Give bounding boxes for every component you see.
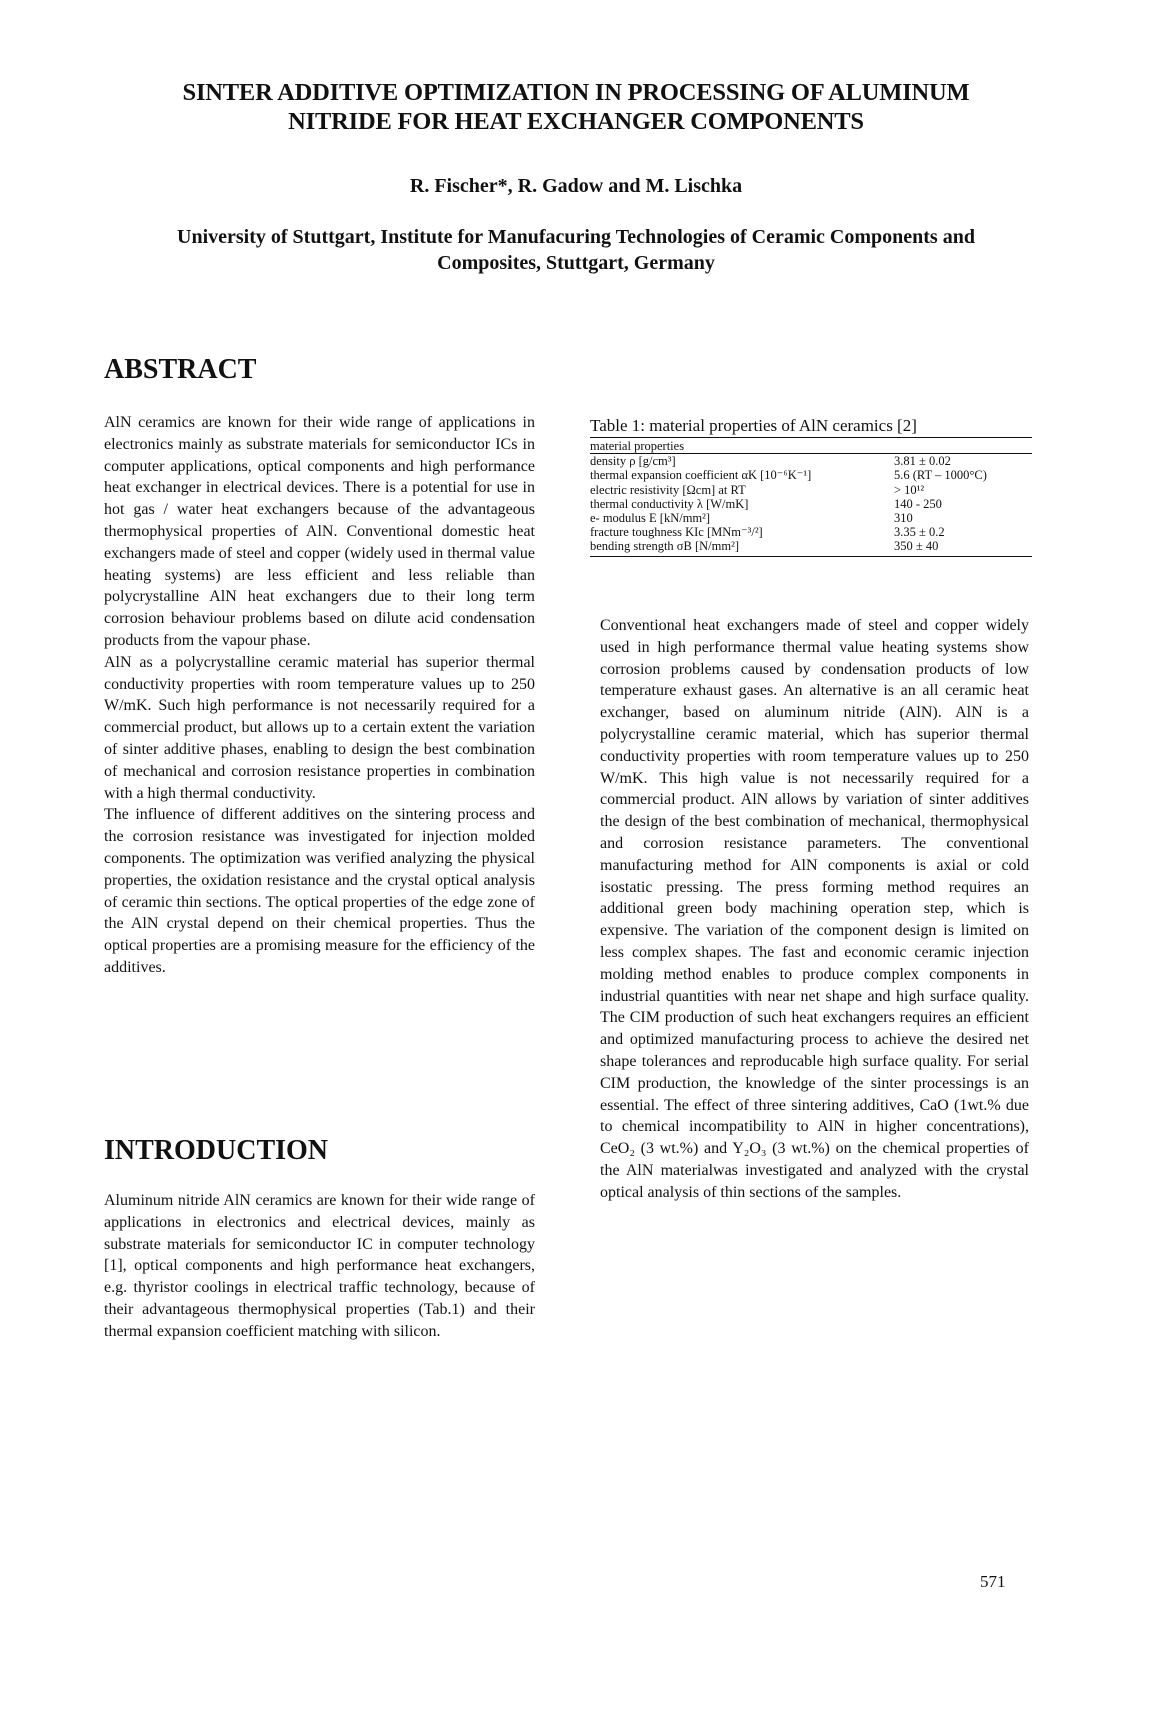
property-value: 5.6 (RT – 1000°C) [894, 468, 987, 483]
property-value: 140 - 250 [894, 496, 942, 511]
property-name: thermal expansion coefficient αK [10⁻⁶K⁻¹] [590, 468, 812, 483]
table-caption: Table 1: material properties of AlN ceramics [2] [590, 416, 1032, 438]
property-name: e- modulus E [kN/mm²] [590, 511, 711, 526]
introduction-paragraph: Aluminum nitride AlN ceramics are known for their wide range of applications in electronics and electrical devices, mainly as substrate materials for semiconductor IC in computer technology [1], optical components and high performance heat exchangers, e.g. thyristor coolings in electrical traffic technology, because of their advantageous thermophysical properties (Tab.1) and their thermal expansion coefficient matching with silicon. [104, 1192, 535, 1340]
affiliation-line: Composites, Stuttgart, Germany [437, 252, 715, 274]
property-name: fracture toughness KIc [MNm⁻³/²] [590, 525, 763, 540]
property-value: 3.81 ± 0.02 [894, 454, 951, 469]
introduction-body-left [104, 1190, 535, 1343]
affiliation-line: University of Stuttgart, Institute for Manufacuring Technologies of Ceramic Components and [177, 226, 975, 248]
property-name: bending strength σB [N/mm²] [590, 539, 888, 556]
property-name: thermal conductivity λ [W/mK] [590, 496, 749, 511]
property-value: > 10¹² [894, 482, 925, 497]
property-name: electric resistivity [Ωcm] at RT [590, 482, 746, 497]
property-value: 310 [894, 511, 913, 526]
property-value: 3.35 ± 0.2 [894, 525, 945, 540]
table-row [590, 497, 1032, 511]
abstract-body [104, 412, 535, 979]
introduction-body-right [600, 615, 1029, 1204]
paper-title [100, 78, 1052, 136]
property-name: density ρ [g/cm³] [590, 454, 676, 469]
table-row [590, 511, 1032, 525]
abstract-paragraph: AlN ceramics are known for their wide range of applications in electronics mainly as substrate materials for semiconductor ICs in computer applications, optical components and high performance heat exchanger in electrical devices. There is a potential for use in hot gas / water heat exchangers because of the advantageous thermophysical properties of AlN. Conventional domestic heat exchangers made of steel and copper (widely used in thermal value heating systems) are less efficient and less reliable than polycrystalline AlN heat exchangers due to their long term corrosion behaviour problems based on dilute acid condensation products from the vapour phase. [104, 414, 535, 649]
table-header: material properties [590, 438, 1032, 454]
table-row [590, 454, 1032, 469]
table-row [590, 483, 1032, 497]
property-value: 350 ± 40 [888, 539, 1032, 556]
title-line: NITRIDE FOR HEAT EXCHANGER COMPONENTS [288, 108, 864, 135]
abstract-paragraph: The influence of different additives on the sintering process and the corrosion resistance was investigated for injection molded components. The optimization was verified analyzing the physical properties, the oxidation resistance and the crystal optical analysis of ceramic thin sections. The optical properties of the edge zone of the AlN crystal depend on their chemical properties. Thus the optical properties are a promising measure for the efficiency of the additives. [104, 806, 535, 976]
properties-table [590, 438, 1032, 557]
table-row [590, 468, 1032, 482]
introduction-paragraph: Conventional heat exchangers made of steel and copper widely used in high performance thermal value heating systems show corrosion problems caused by condensation products of low temperature exhaust gases. An alternative is an all ceramic heat exchanger, based on aluminum nitride (AlN). AlN is a polycrystalline ceramic material, which has superior thermal conductivity properties with room temperature values up to 250 W/mK. This high value is not necessarily required for a commercial product. AlN allows by variation of sinter additives the design of the best combination of mechanical, thermophysical and corrosion resistance parameters. The conventional manufacturing method for AlN components is axial or cold isostatic pressing. The press forming method requires an additional green body machining operation step, which is expensive. The variation of the component design is limited on less complex shapes. The fast and economic ceramic injection molding method enables to produce complex components in industrial quantities with near net shape and high surface quality. The CIM production of such heat exchangers requires an efficient and optimized manufacturing process to achieve the desired net shape tolerances and reproducable high surface quality. For serial CIM production, the knowledge of the sinter processings is an essential. The effect of three sintering additives, CaO (1wt.% due to chemical incompatibility to AlN in higher concentrations), CeO₂ (3 wt.%) and Y₂O₃ (3 wt.%) on the chemical properties of the AlN materialwas investigated and analyzed with the crystal optical analysis of thin sections of the samples. [600, 617, 1029, 1201]
table-row [590, 525, 1032, 539]
affiliation [100, 224, 1052, 276]
table-row [590, 539, 1032, 556]
introduction-heading: INTRODUCTION [104, 1135, 329, 1166]
table-header-row [590, 438, 1032, 454]
author-list: R. Fischer*, R. Gadow and M. Lischka [409, 175, 743, 197]
abstract-heading: ABSTRACT [104, 354, 257, 385]
title-line: SINTER ADDITIVE OPTIMIZATION IN PROCESSING OF ALUMINUM [182, 79, 970, 106]
material-properties-table [590, 416, 1032, 557]
page-number: 571 [980, 1572, 1006, 1591]
abstract-paragraph: AlN as a polycrystalline ceramic material has superior thermal conductivity properties with room temperature values up to 250 W/mK. Such high performance is not necessarily required for a commercial product, but allows up to a certain extent the variation of sinter additive phases, enabling to design the best combination of mechanical and corrosion resistance properties in combination with a high thermal conductivity. [104, 653, 535, 802]
